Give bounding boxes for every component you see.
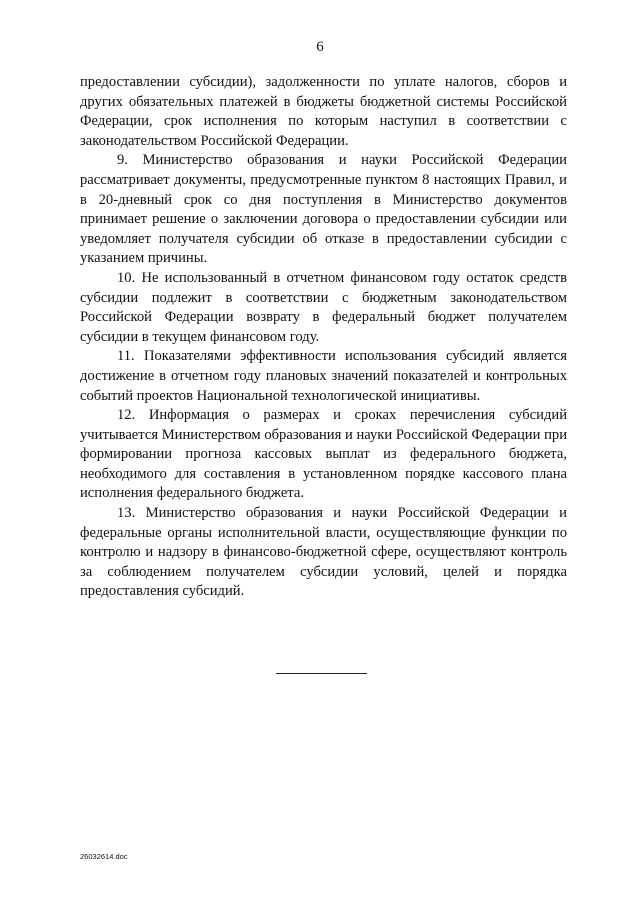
document-body [80, 73, 567, 602]
paragraph-continuation: предоставлении субсидии), задолженности по уплате налогов, сборов и других обязательных платежей в бюджеты бюджетной системы Российской Федерации, срок исполнения по которым наступил в соответствии с законодательством Российской Федерации. [80, 74, 567, 149]
paragraph-item-12: 12. Информация о размерах и сроках перечисления субсидий учитывается Министерством образования и науки Российской Федерации при формировании прогноза кассовых выплат из федерального бюджета, необходимого для составления в установленном порядке кассового плана исполнения федерального бюджета. [80, 407, 567, 502]
paragraph-item-13: 13. Министерство образования и науки Российской Федерации и федеральные органы исполнительной власти, осуществляющие функции по контролю и надзору в финансово-бюджетной сфере, осуществляют контроль за соблюдением получателем субсидии условий, целей и порядка предоставления субсидий. [80, 505, 567, 600]
end-separator-line [276, 673, 367, 674]
page-number: 6 [316, 39, 324, 55]
paragraph-item-11: 11. Показателями эффективности использования субсидий является достижение в отчетном году плановых значений показателей и контрольных событий проектов Национальной технологической инициативы. [80, 348, 567, 404]
file-name-footer: 26032614.doc [80, 852, 128, 861]
paragraph-item-9: 9. Министерство образования и науки Российской Федерации рассматривает документы, предусмотренные пунктом 8 настоящих Правил, и в 20-дневный срок со дня поступления в Министерство документов принимает решение о заключении договора о предоставлении субсидии или уведомляет получателя субсидии об отказе в предоставлении субсидии с указанием причины. [80, 152, 567, 267]
paragraph-item-10: 10. Не использованный в отчетном финансовом году остаток средств субсидии подлежит в соответствии с бюджетным законодательством Российской Федерации возврату в федеральный бюджет получателем субсидии в текущем финансовом году. [80, 269, 567, 345]
